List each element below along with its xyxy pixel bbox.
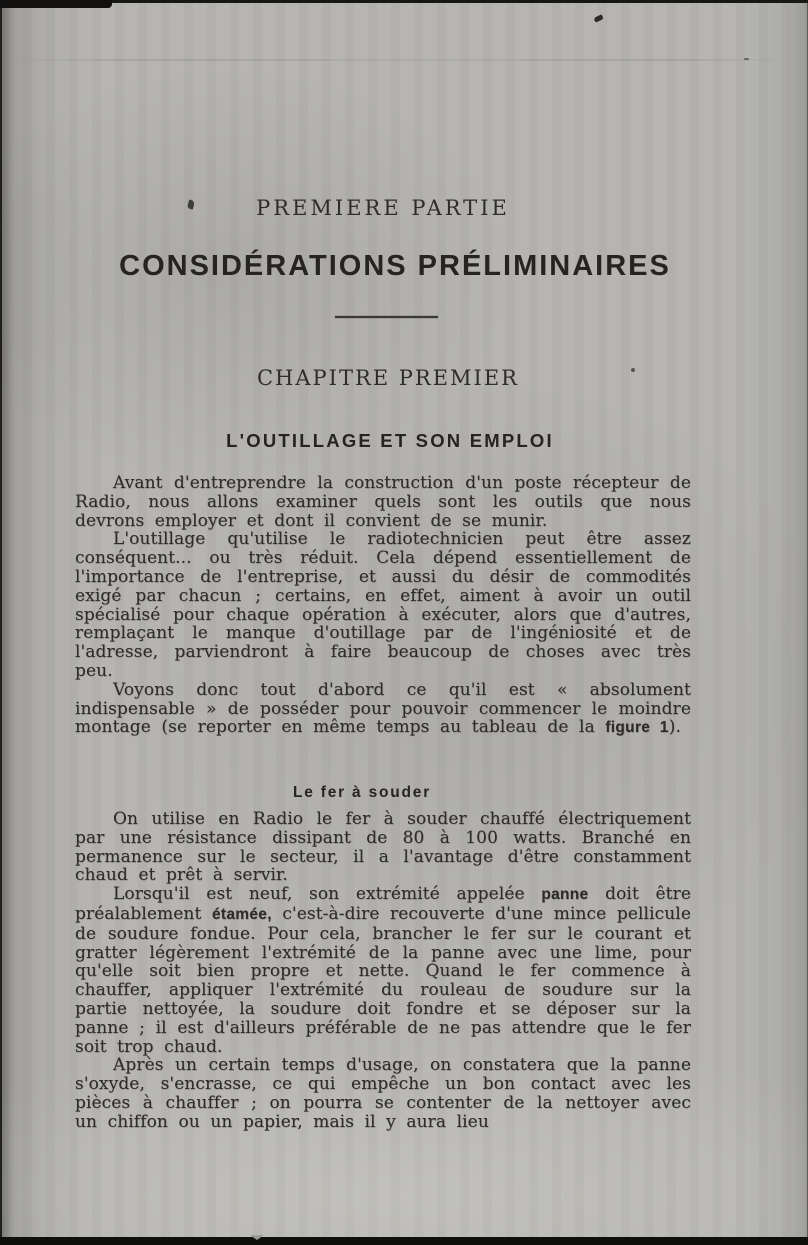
soudure-paragraphs (75, 810, 691, 1132)
text-run: Avant d'entreprendre la construction d'un poste récepteur de Radio, nous allons examiner quels sont les outils que nous devrons employer et dont il convient de se munir. (75, 473, 691, 531)
text-run: doit être préalablement (75, 884, 691, 924)
text-run: c'est-à-dire recouverte d'une mince pellicule de soudure fondue. Pour cela, brancher le fer sur le courant et gratter légèrement l'extrémité de la panne avec une lime, pour qu'elle soit bien propre et nette. Quand le fer commence à chauffer, appliquer l'extrémité du rouleau de soudure sur la partie nettoyée, la soudure doit fondre et se déposer sur la panne ; il est d'ailleurs préférable de ne pas attendre que le fer soit trop chaud. (75, 903, 691, 1057)
part-heading: PREMIERE PARTIE (256, 196, 510, 220)
text-block (75, 0, 691, 1245)
paragraph (75, 1056, 691, 1131)
paragraph (75, 530, 691, 680)
page-title: CONSIDÉRATIONS PRÉLIMINAIRES (119, 250, 671, 282)
text-run: L'outillage qu'utilise le radiotechnicien peut être assez conséquent... ou très réduit. Cela dépend essentiellement de l'importance de l'entreprise, et aussi du désir de commodités exigé par chacun ; certains, en effet, aiment à avoir un outil spécialisé pour chaque opération à exécuter, alors que d'autres, remplaçant le manque d'outillage par de l'ingéniosité et de l'adresse, parviendront à faire beaucoup de choses avec très peu. (75, 529, 691, 681)
text-run: Après un certain temps d'usage, on constatera que la panne s'oxyde, s'encrasse, ce qui empêche un bon contact avec les pièces à chauffer ; on pourra se contenter de la nettoyer avec un chiffon ou un papier, mais il y aura lieu (75, 1055, 691, 1132)
text-run: Lorsqu'il est neuf, son extrémité appelée (113, 884, 542, 905)
section-heading: L'OUTILLAGE ET SON EMPLOI (226, 430, 554, 451)
intro-paragraphs (75, 474, 691, 738)
scan-edge-left (0, 0, 2, 1245)
text-run: Voyons donc tout d'abord ce qu'il est « absolument indispensable » de posséder pour pouvoir commencer le moindre montage (se reporter en même temps au tableau de la (75, 679, 691, 738)
chapter-heading: CHAPITRE PREMIER (256, 366, 519, 390)
ink-speck (744, 58, 749, 60)
subsection-heading: Le fer à souder (292, 784, 432, 801)
bold-term: figure 1 (605, 719, 669, 737)
ornamental-rule (335, 316, 438, 318)
paragraph (75, 885, 691, 1056)
bold-term: panne (541, 886, 589, 904)
paragraph (75, 474, 691, 530)
bold-term: étamée, (211, 905, 272, 923)
paragraph (75, 681, 691, 738)
text-run: ). (668, 717, 681, 738)
text-run: On utilise en Radio le fer à souder chauffé électriquement par une résistance dissipant de 80 à 100 watts. Branché en permanence sur le secteur, il a l'avantage d'être constamment chaud et prêt à servir. (75, 809, 691, 886)
paragraph (75, 810, 691, 885)
